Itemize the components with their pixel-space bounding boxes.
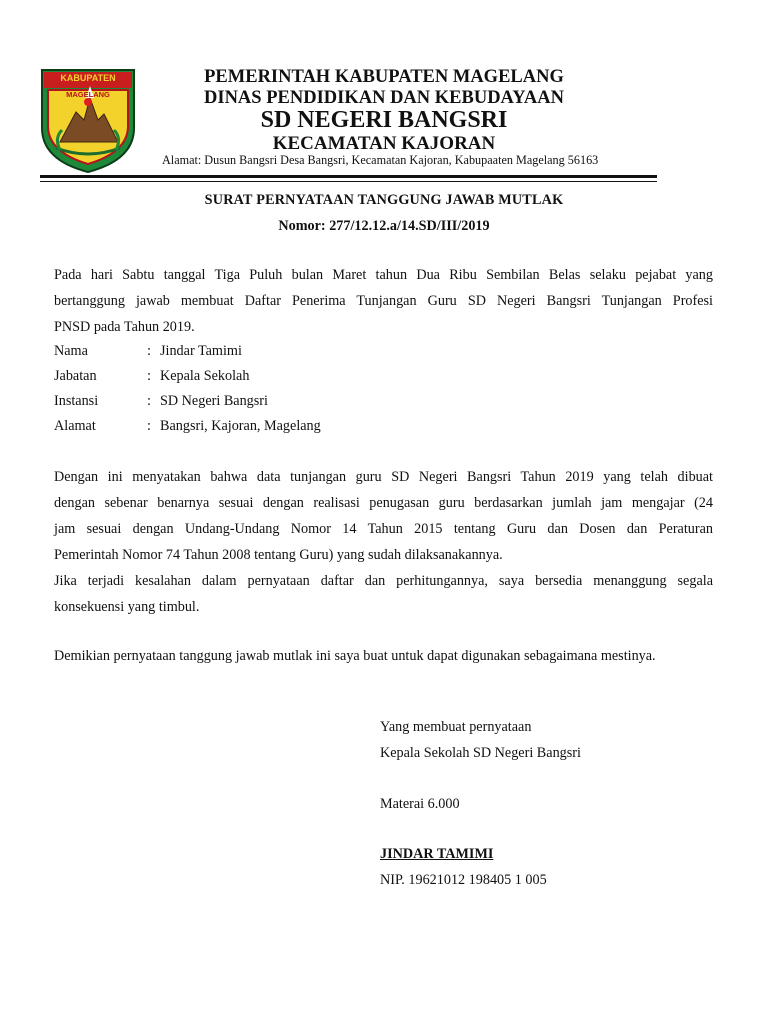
signatory-name: JINDAR TAMIMI [380,846,494,862]
identity-label: Instansi [54,393,99,409]
opening-line: bertanggung jawab membuat Daftar Penerima Tunjangan Guru SD Negeri Bangsri Tunjangan Profesi [54,293,713,309]
identity-colon: : [147,343,151,359]
identity-value: Jindar Tamimi [160,343,242,359]
opening-line: PNSD pada Tahun 2019. [54,319,195,335]
identity-row-address [54,414,321,439]
letterhead-divider-thick [40,175,657,178]
logo-text-top: KABUPATEN [60,73,116,83]
identity-row-institution [54,389,268,414]
letterhead-government: PEMERINTAH KABUPATEN MAGELANG [204,67,564,87]
statement-line: dengan sebenar benarnya sesuai dengan realisasi penugasan guru berdasarkan jumlah jam mengajar (24 [54,495,713,511]
opening-paragraph [54,262,713,340]
statement-line: jam sesuai dengan Undang-Undang Nomor 14 Tahun 2015 tentang Guru dan Dosen dan Peraturan [54,521,713,537]
closing-paragraph [54,643,713,669]
regency-emblem-logo [40,68,136,174]
opening-line: Pada hari Sabtu tanggal Tiga Puluh bulan Maret tahun Dua Ribu Sembilan Belas selaku pejabat yang [54,267,713,283]
identity-label: Nama [54,343,88,359]
letterhead-school: SD NEGERI BANGSRI [260,107,508,133]
statement-line: Pemerintah Nomor 74 Tahun 2008 tentang Guru) yang sudah dilaksanakannya. [54,547,503,563]
logo-text-bottom: MAGELANG [66,90,110,99]
identity-row-name [54,339,242,364]
signature-stamp-note: Materai 6.000 [380,796,460,812]
letterhead-divider-thin [40,181,657,182]
signatory-nip: NIP. 19621012 198405 1 005 [380,872,547,888]
identity-colon: : [147,393,151,409]
statement-paragraph [54,464,713,620]
letterhead-address: Alamat: Dusun Bangsri Desa Bangsri, Kecamatan Kajoran, Kabupaaten Magelang 56163 [162,153,599,167]
signature-position-line: Kepala Sekolah SD Negeri Bangsri [380,745,581,761]
identity-colon: : [147,368,151,384]
statement-line: Dengan ini menyatakan bahwa data tunjangan guru SD Negeri Bangsri Tahun 2019 yang telah dibuat [54,469,713,485]
letterhead-district: KECAMATAN KAJORAN [272,133,496,154]
statement-line: Jika terjadi kesalahan dalam pernyataan daftar dan perhitungannya, saya bersedia menanggung segala [54,573,713,589]
letterhead-department: DINAS PENDIDIKAN DAN KEBUDAYAAN [204,88,564,108]
identity-row-position [54,364,249,389]
identity-colon: : [147,418,151,434]
identity-value: Bangsri, Kajoran, Magelang [160,418,321,434]
identity-label: Alamat [54,418,96,434]
identity-value: Kepala Sekolah [160,368,250,384]
document-number: Nomor: 277/12.12.a/14.SD/III/2019 [278,218,490,234]
document-title: SURAT PERNYATAAN TANGGUNG JAWAB MUTLAK [204,192,564,208]
identity-label: Jabatan [54,368,97,384]
identity-value: SD Negeri Bangsri [160,393,268,409]
statement-line: konsekuensi yang timbul. [54,599,200,615]
signature-role-line: Yang membuat pernyataan [380,719,532,735]
closing-line: Demikian pernyataan tanggung jawab mutlak ini saya buat untuk dapat digunakan sebagaimana mestinya. [54,648,656,664]
